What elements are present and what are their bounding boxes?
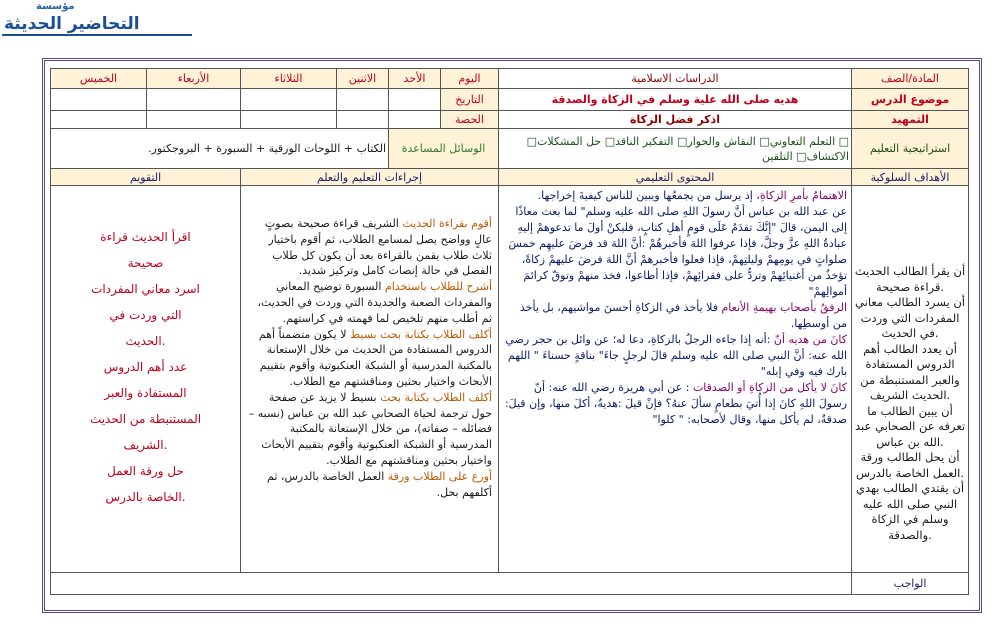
content-highlight: الاهتمامُ بأمرِ الزكاةِ، [756,189,848,202]
content-paragraph [503,380,847,428]
day-tuesday: الثلاثاء [241,69,337,89]
procedure-step [247,216,492,279]
procedure-step [247,390,492,469]
procedure-highlight: أقوم بقراءة الحديث [402,217,492,230]
procedure-highlight: أكلف الطلاب بكتابة بحث بسيط [349,327,492,341]
procedure-highlight: أكلف الطلاب بكتابة بحث [380,390,492,404]
period-tuesday[interactable] [241,111,337,129]
goal-item: أن يقرأ الطالب الحديث قراءة صحيحة. [854,264,966,294]
logo-title: التحاضير الحديثة [4,14,140,34]
homework-value[interactable] [51,573,852,595]
day-thursday: الخميس [51,69,147,89]
procedure-step [247,469,492,501]
content-text: : عن أبي هريرة رضي الله عنه: أنّ رسولَ اللهِ كانَ إذا أُتيَ بطعامٍ سألَ عنهُ؟ فإنْ قيلَ :هديةٌ، أكلَ منها، وإن قيلَ: صدقةٌ، لم يأكل منها، وقال لأصحابه: " كلوا" [504,381,848,426]
procedure-highlight: أشرح للطلاب باستخدام [384,280,492,294]
procedure-step [247,327,492,390]
procedure-text: لا يكون متضمناً أهم الدروس المستفادة من الحديث من خلال الإستعانة بالمكتبة المدرسية أو الشبكة العنكبوتية وأقوم بتقييم الأبحاث واختيار بحثين ومناقشتهم مع الطلاب. [258,327,492,388]
content-text: فلا يأخذ في الزكاةِ أحسنَ مواشيهم، بل يأخذ من أوسطِها. [519,301,848,330]
evaluation-line: الخاصة بالدرس. [105,490,186,504]
row-homework [51,573,969,595]
content-text: :أنه إذا جاءه الرجلُ بالزكاةِ، دعا له؛ عن وائل بن حجر رضي الله عنه: أنَّ النبي صلى الله عليه وسلم قالَ لرجلٍ جاءَ" بناقةٍ حسناءَ " اللهم بارك فيه وفي إبله" [505,333,848,378]
evaluation-line: صحيحة [127,256,164,270]
header-content: المحتوى التعليمي [499,169,852,186]
goals-cell [852,186,969,573]
intro-label: التمهيد [852,111,969,129]
content-text: إذ يرسل من يجمعُها ويبين للناس كيفيةَ إخراجها. [537,189,757,202]
header-procedures: إجراءات التعليم والتعلم [241,169,499,186]
procedure-text: بسيط لا يزيد عن صفحة حول ترجمة لحياة الصحابي عبد الله بن عباس (نسبه – فضائله – صفاته)، من خلال الإستعانة بالمكتبة المدرسية أو الشبكة العنكبوتية وأقوم بتقييم الأبحاث واختيار بحثين ومناقشتهم مع الطلاب. [248,390,492,467]
day-monday: الاثنين [337,69,389,89]
evaluation-line: حل ورقة العمل [107,464,184,478]
goal-item: أن يعدد الطالب أهم الدروس المستفادة والعبر المستنبطة من الحديث الشريف. [860,341,960,402]
row-strategy [51,129,969,169]
day-wednesday: الأربعاء [147,69,241,89]
subject-label: المادة/الصف [852,69,969,89]
brand-logo [2,2,180,38]
day-label: اليوم [441,69,499,89]
intro-value: اذكر فضل الزكاة [499,111,852,129]
date-monday[interactable] [337,89,389,111]
row-subject [51,69,969,89]
strategy-label: استراتيجية التعليم [852,129,969,169]
logo-subtitle: مؤسسة [36,1,75,12]
goal-item: أن يقتدي الطالب بهدي النبي صلى الله عليه وسلم في الزكاة والصدقة. [855,481,965,542]
homework-label: الواجب [852,573,969,595]
tools-label: الوسائل المساعدة [389,129,499,169]
period-wednesday[interactable] [147,111,241,129]
period-monday[interactable] [337,111,389,129]
tools-value: الكتاب + اللوحات الورقية + السبورة + البروجكتور. [51,129,389,169]
procedures-cell [241,186,499,573]
evaluation-line: الحديث. [125,334,166,348]
date-thursday[interactable] [51,89,147,111]
row-topic [51,89,969,111]
evaluation-line: اسرد معاني المفردات [91,282,200,296]
period-sunday[interactable] [389,111,441,129]
goal-item: أن يبين الطالب ما تعرفه عن الصحابي عبد الله بن عباس. [854,403,966,449]
evaluation-line: المستفادة والعبر [104,386,187,400]
strategy-value: □ التعلم التعاوني□ النقاش والحوار□ التفكير الناقد□ حل المشكلات□ الاكتشاف□ التلقين [499,129,852,169]
evaluation-line: المستنبطة من الحديث [89,412,202,426]
evaluation-line: الشريف. [123,438,168,452]
period-thursday[interactable] [51,111,147,129]
goal-item: أن يسرد الطالب معاني المفردات التي وردت في الحديث. [855,295,965,340]
evaluation-cell [51,186,241,573]
evaluation-line: التي وردت في [109,308,182,322]
topic-label: موضوع الدرس [852,89,969,111]
row-column-headers [51,169,969,186]
evaluation-line: اقرأ الحديث قراءة [100,230,191,244]
date-label: التاريخ [441,89,499,111]
procedure-highlight: أوزع على الطلاب ورقة [387,469,492,483]
procedure-step [247,279,492,326]
logo-underline [2,34,192,36]
row-intro [51,111,969,129]
content-cell [499,186,852,573]
header-evaluation: التقويم [51,169,241,186]
procedure-text: السبورة توضيح المعاني والمفردات الصعبة والجديدة التي وردت في الحديث، ثم أطلب منهم تلخيص لما فهمته في كراستهم. [257,280,492,325]
procedure-text: الشريف قراءة صحيحة بصوتٍ عالٍ وواضح يصل لمسامع الطلاب، ثم أقوم باختيار ثلاث طلاب يقمن بالقراءة بعد أن يكون كل طلاب الفصل في حالة إنصات كامل وتركيز شديد. [264,217,492,278]
date-tuesday[interactable] [241,89,337,111]
row-body [51,186,969,573]
content-highlight: الرفقُ بأصحاب بهيمةِ الأنعام [721,301,848,314]
date-wednesday[interactable] [147,89,241,111]
goal-item: أن يحل الطالب ورقة العمل الخاصة بالدرس. [856,450,964,480]
content-paragraph [503,332,847,380]
subject-value: الدراسات الاسلامية [499,69,852,89]
content-paragraph: عن عبد الله بن عباس أنَّ رسولَ اللهِ صلى الله عليه وسلم" لما بعث معاذًا إلى اليمن، قالَ "إنَّكَ تقدَمُ عَلَى قومٍ أهلِ كتابٍ، فليكنْ أولَ ما تدعوهمْ إليهِ عبادةُ اللهِ عزَّ وجلَّ، فإذا عرفوا اللهَ فأخبرهُمْ :أنَّ اللهَ قد فرضَ عليهِم خمسَ صلواتٍ في يومِهمْ وليلتِهمْ، فإذا فعلوا فأخبرهمْ أنَّ اللهَ فرضَ عليهمْ زكاةً، تؤخذُ من أغنيائِهمْ وتردُّ على فقرائِهمْ، فإذا أطاعوا، فخذ منهمْ وتوقّ كرائمَ أموالِهمْ" [508,205,848,298]
content-highlight: كانَ من هديه أنّ [773,333,848,346]
date-sunday[interactable] [389,89,441,111]
procedure-text: العمل الخاصة بالدرس، ثم أكلفهم بحل. [267,469,492,499]
content-paragraph [503,188,847,204]
header-goals: الأهداف السلوكية [852,169,969,186]
content-paragraph [503,300,847,332]
day-sunday: الأحد [389,69,441,89]
period-label: الحصة [441,111,499,129]
lesson-plan-table [50,68,969,595]
topic-value: هديه صلى الله علية وسلم في الزكاة والصدقة [499,89,852,111]
content-highlight: كانَ لا يأكل من الزكاةِ أو الصدقات [692,381,848,394]
evaluation-line: عدد أهم الدروس [103,360,188,374]
